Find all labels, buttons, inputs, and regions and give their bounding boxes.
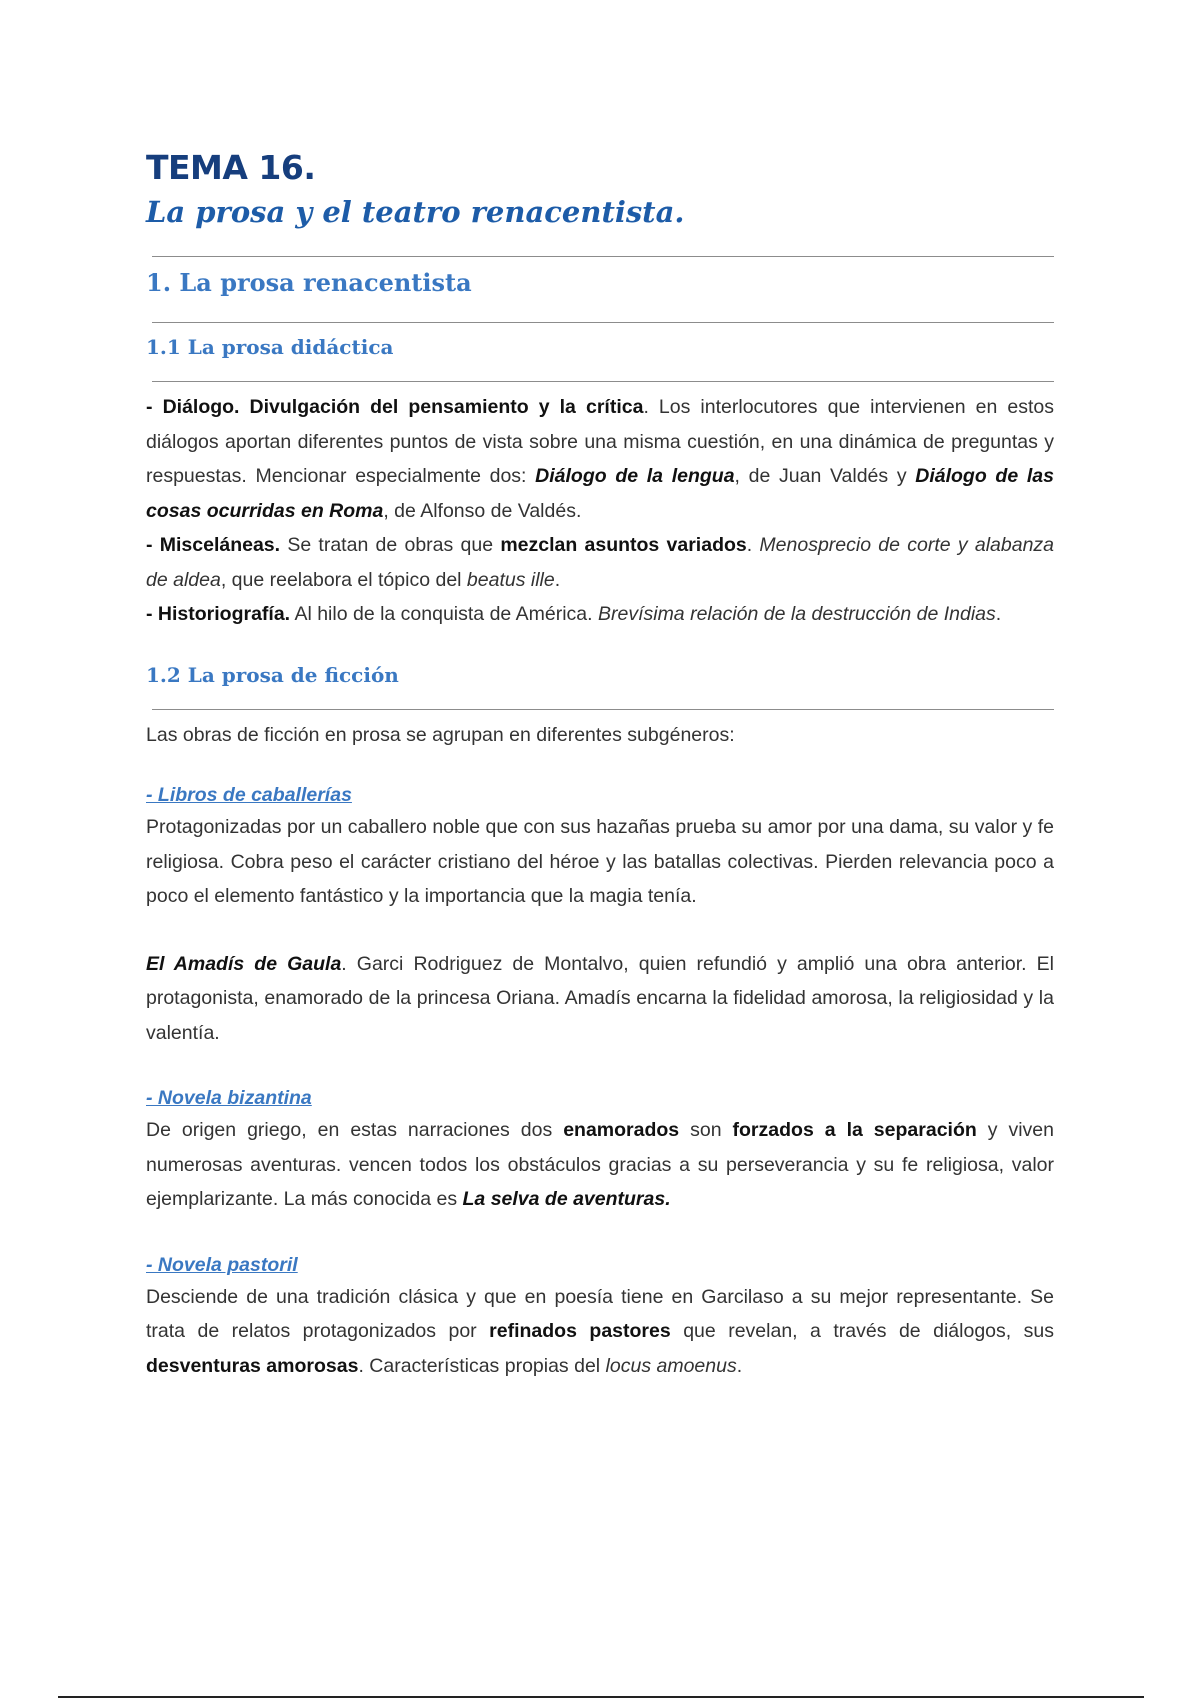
tema-subtitle: La prosa y el teatro renacentista. — [146, 195, 685, 229]
tema-heading: TEMA 16. — [146, 148, 316, 187]
latin-term: beatus ille — [466, 568, 555, 591]
miscelaneas-text: . — [554, 568, 561, 591]
bizantina-text: De origen griego, en estas narraciones dos — [146, 1119, 564, 1141]
pastoril-text: Desciende de una tradición clásica y que en poesía tiene en Garcilaso a su mejor representante. Se trata de relatos protagonizados por — [146, 1285, 1054, 1342]
work-title: La selva de aventuras. — [462, 1188, 671, 1210]
emphasis: mezclan asuntos variados — [500, 534, 747, 556]
divider — [152, 381, 1054, 382]
ficcion-intro: Las obras de ficción en prosa se agrupan en diferentes subgéneros: — [146, 723, 735, 746]
dialogo-paragraph — [146, 390, 1054, 528]
emphasis: enamorados — [563, 1119, 680, 1141]
bizantina-text: son — [679, 1119, 733, 1141]
miscelaneas-text: Se tratan de obras que — [280, 534, 501, 556]
document-page — [146, 148, 1054, 1383]
emphasis: refinados pastores — [489, 1320, 671, 1342]
historiografia-paragraph — [146, 597, 1054, 632]
historiografia-text: . — [995, 603, 1002, 625]
dialogo-text: . Los interlocutores que intervienen en estos diálogos aportan diferentes puntos de vista sobre una misma cuestión, en una dinámica de preguntas y respuestas. Mencionar especialmente dos: — [146, 396, 1055, 487]
historiografia-label: - Historiografía. — [146, 603, 291, 625]
miscelaneas-text: , que reelabora el tópico del — [220, 568, 467, 591]
page-footer-line — [58, 1696, 1144, 1698]
bizantina-label: - Novela bizantina — [146, 1087, 312, 1109]
work-title: Diálogo de las cosas ocurridas en Roma — [146, 465, 1054, 522]
miscelaneas-paragraph — [146, 528, 1054, 597]
work-title: El Amadís de Gaula — [146, 952, 342, 975]
historiografia-text: Al hilo de la conquista de América. — [290, 603, 598, 625]
didactica-content — [146, 390, 1054, 632]
section-1-title: 1. La prosa renacentista — [146, 268, 472, 297]
work-title: Menosprecio de corte y alabanza de aldea — [146, 534, 1055, 591]
section-1-2-title: 1.2 La prosa de ficción — [146, 662, 399, 687]
work-title: Brevísima relación de la destrucción de Indias — [597, 603, 996, 625]
divider — [152, 709, 1054, 710]
caballerias-paragraph: Protagonizadas por un caballero noble que con sus hazañas prueba su amor por una dama, su valor y fe religiosa. Cobra peso el carácter cristiano del héroe y las batallas colectivas. Pierden relevancia poco a poco el elemento fantástico y la importancia que la magia tenía. — [146, 816, 1054, 907]
pastoril-text: . Características propias del — [358, 1354, 606, 1377]
emphasis: desventuras amorosas — [146, 1354, 359, 1377]
dialogo-label: - Diálogo. Divulgación del pensamiento y la crítica — [146, 396, 644, 418]
caballerias-label: - Libros de caballerías — [146, 784, 352, 806]
amadis-paragraph — [146, 947, 1054, 1051]
pastoril-paragraph — [146, 1280, 1054, 1384]
latin-term: locus amoenus — [605, 1354, 737, 1377]
emphasis: forzados a la separación — [732, 1119, 977, 1141]
divider — [152, 256, 1054, 257]
bizantina-paragraph — [146, 1113, 1054, 1217]
amadis-text: . Garci Rodriguez de Montalvo, quien refundió y amplió una obra anterior. El protagonista, enamorado de la princesa Oriana. Amadís encarna la fidelidad amorosa, la religiosidad y la valentía. — [146, 952, 1054, 1044]
section-1-1-title: 1.1 La prosa didáctica — [146, 335, 394, 359]
pastoril-text: . — [736, 1354, 743, 1377]
dialogo-text: , de Alfonso de Valdés. — [383, 499, 582, 522]
pastoril-label: - Novela pastoril — [146, 1253, 298, 1276]
bizantina-text: y viven numerosas aventuras. vencen todos los obstáculos gracias a su perseverancia y su fe religiosa, valor ejemplarizante. La más conocida es — [146, 1119, 1054, 1210]
work-title: Diálogo de la lengua — [535, 465, 735, 487]
miscelaneas-label: - Misceláneas. — [146, 534, 281, 556]
miscelaneas-text: . — [746, 534, 760, 556]
divider — [152, 322, 1054, 323]
dialogo-text: , de Juan Valdés y — [734, 465, 916, 487]
pastoril-text: que revelan, a través de diálogos, sus — [670, 1320, 1055, 1342]
